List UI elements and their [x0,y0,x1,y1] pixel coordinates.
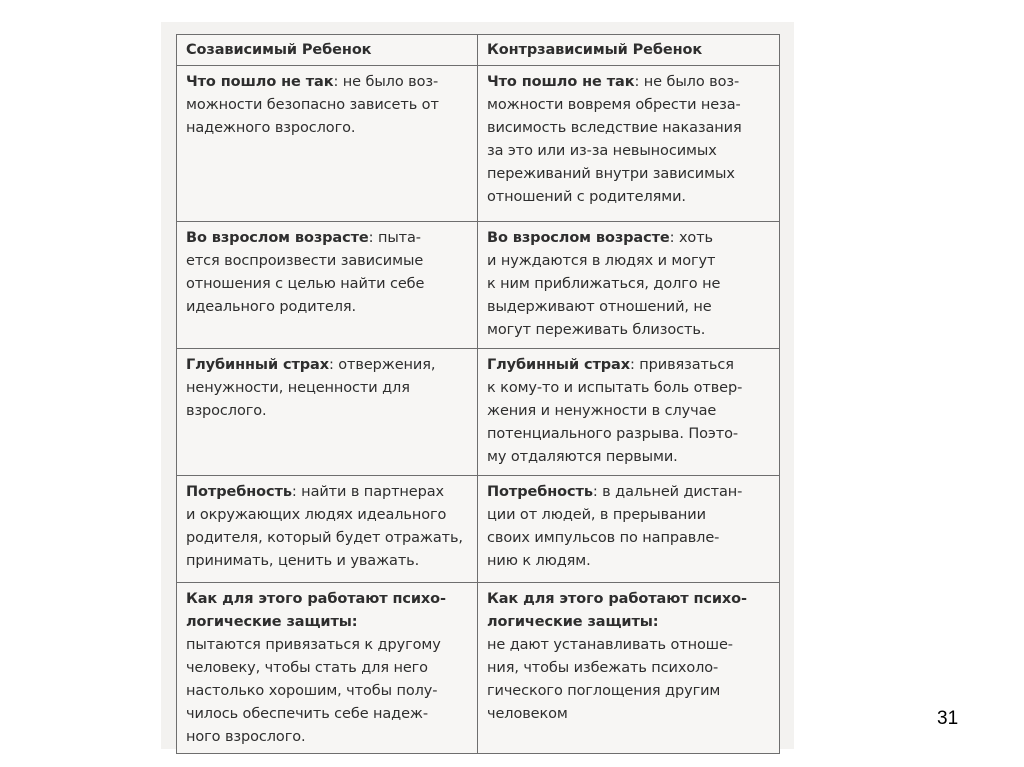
cell-counterdependent [478,222,780,349]
header-counterdependent: Контрзависимый Ребенок [478,35,780,66]
cell-text: : найти в партнерах и окружающих людях идеального родителя, который будет отражать, принимать, ценить и уважать. [186,484,463,569]
cell-codependent [177,349,478,476]
cell-label: Что пошло не так [186,74,334,90]
cell-text: пытаются привязаться к другому человеку, чтобы стать для него настолько хорошим, чтобы полу- чилось обеспечить себе надеж- ного взрослого. [186,637,441,745]
cell-counterdependent [478,349,780,476]
cell-text: : привязаться к кому-то и испытать боль отвер- жения и ненужности в случае потенциального разрыва. Поэто- му отдаляются первыми. [487,357,743,465]
cell-codependent [177,66,478,222]
cell-codependent [177,222,478,349]
cell-counterdependent [478,476,780,583]
table-row-need [177,476,780,583]
cell-label: Глубинный страх [487,357,630,373]
cell-counterdependent [478,66,780,222]
cell-label: Как для этого работают психо- логические защиты: [186,591,446,630]
header-codependent: Созависимый Ребенок [177,35,478,66]
page-number: 31 [937,708,959,729]
table-row-what-went-wrong [177,66,780,222]
cell-codependent [177,583,478,754]
comparison-table [176,34,780,754]
table-row-adult-age [177,222,780,349]
table-row-deep-fear [177,349,780,476]
cell-label: Во взрослом возрасте [487,230,670,246]
cell-text: : отвержения, ненужности, неценности для взрослого. [186,357,436,419]
cell-label: Что пошло не так [487,74,635,90]
cell-label: Потребность [487,484,593,500]
cell-label: Как для этого работают психо- логические защиты: [487,591,747,630]
cell-text: : в дальней дистан- ции от людей, в прерывании своих импульсов по направле- нию к людям. [487,484,743,569]
cell-text: : не было воз- можности безопасно зависеть от надежного взрослого. [186,74,439,136]
cell-text: : не было воз- можности вовремя обрести неза- висимость вследствие наказания за это или из-за невыносимых переживаний внутри зависимых отношений с родителями. [487,74,742,205]
cell-label: Потребность [186,484,292,500]
cell-text: : пыта- ется воспроизвести зависимые отношения с целью найти себе идеального родителя. [186,230,425,315]
cell-codependent [177,476,478,583]
cell-label: Во взрослом возрасте [186,230,369,246]
table-header-row [177,35,780,66]
cell-text: : хоть и нуждаются в людях и могут к ним приближаться, долго не выдерживают отношений, не могут переживать близость. [487,230,721,338]
cell-text: не дают устанавливать отноше- ния, чтобы избежать психоло- гического поглощения другим человеком [487,637,733,722]
table-row-defenses [177,583,780,754]
cell-counterdependent [478,583,780,754]
cell-label: Глубинный страх [186,357,329,373]
